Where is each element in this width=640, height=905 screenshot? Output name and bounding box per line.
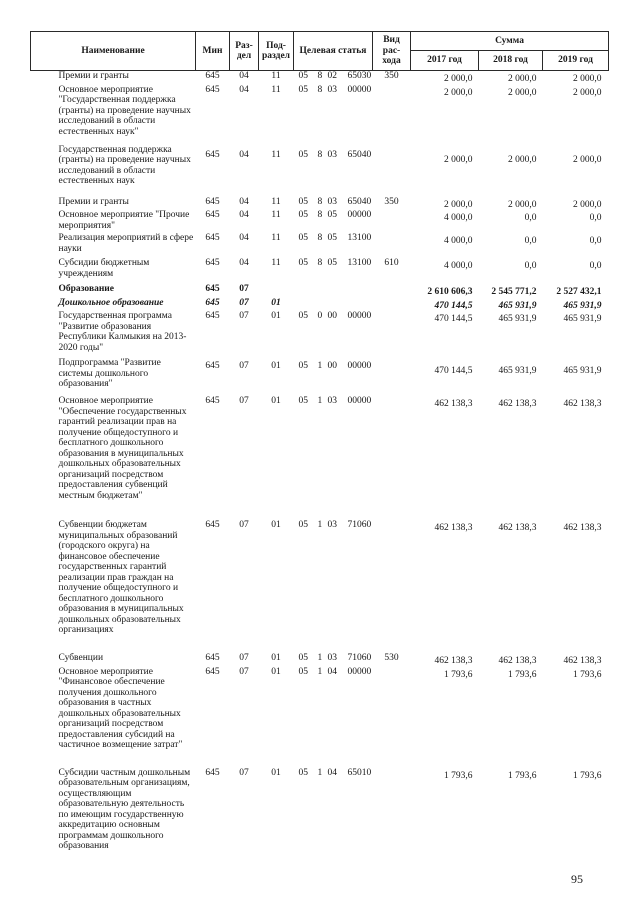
expense-type-code: 530 bbox=[384, 653, 399, 663]
amount-2019: 0,0 bbox=[589, 236, 602, 246]
table-row bbox=[31, 145, 609, 197]
header-section-line: Раз- bbox=[235, 40, 253, 51]
ministry-code: 645 bbox=[205, 284, 220, 294]
target-article-part: 05 bbox=[298, 396, 308, 406]
target-article-part: 05 bbox=[298, 196, 308, 207]
amount-2018: 465 931,9 bbox=[498, 314, 537, 324]
target-article-part: 03 bbox=[327, 149, 337, 160]
ministry-code: 645 bbox=[205, 149, 220, 160]
ministry-code: 645 bbox=[205, 396, 220, 406]
target-article-part: 00000 bbox=[347, 311, 372, 321]
row-name: Образование bbox=[58, 284, 114, 294]
target-article-part: 1 bbox=[317, 767, 323, 778]
target-article-part: 8 bbox=[317, 84, 323, 95]
table-row bbox=[31, 396, 609, 520]
amount-2017: 2 000,0 bbox=[444, 74, 473, 84]
amount-2017: 4 000,0 bbox=[444, 236, 473, 246]
table-row bbox=[31, 197, 609, 211]
target-article-code bbox=[294, 768, 373, 852]
section-code: 07 bbox=[239, 284, 249, 294]
ministry-code: 645 bbox=[205, 666, 220, 677]
row-name: Основное мероприятие "Обеспечение государственных гарантий реализации прав на получение общедоступного и бесплатного дошкольного образования в муниципальных дошкольных образовательных организаций посредством предоставления субвенций местным бюджетам" bbox=[58, 396, 187, 501]
target-article-parts bbox=[294, 210, 373, 221]
target-article-part: 8 bbox=[317, 71, 323, 81]
target-article-part: 05 bbox=[298, 149, 308, 160]
amount-2019: 2 527 432,1 bbox=[556, 287, 602, 297]
header-sum: Сумма bbox=[411, 32, 609, 51]
target-article-part: 1 bbox=[317, 520, 323, 530]
ministry-code: 645 bbox=[205, 196, 220, 207]
table-row bbox=[31, 311, 609, 358]
expense-type-code bbox=[373, 667, 411, 768]
target-article-part: 00000 bbox=[347, 361, 372, 371]
subsection-code: 11 bbox=[271, 233, 281, 243]
row-name: Государственная программа "Развитие образования Республики Калмыкия на 2013-2020 годы" bbox=[58, 311, 187, 353]
row-name: Основное мероприятие "Прочие мероприятия" bbox=[58, 210, 190, 231]
ministry-code: 645 bbox=[205, 311, 220, 321]
row-name: Государственная поддержка (гранты) на проведение научных исследований в области естественных наук bbox=[58, 144, 191, 186]
expense-type-code bbox=[373, 298, 411, 312]
target-article-part: 05 bbox=[298, 361, 308, 371]
amount-2018: 2 000,0 bbox=[508, 154, 537, 165]
subsection-code: 01 bbox=[271, 666, 281, 677]
target-article-part: 05 bbox=[298, 653, 308, 663]
header-year-2018: 2018 год bbox=[479, 51, 543, 71]
ministry-code: 645 bbox=[205, 258, 220, 268]
expense-type-code bbox=[373, 358, 411, 396]
row-name: Субвенции bbox=[58, 653, 104, 663]
target-article-parts bbox=[294, 197, 373, 208]
amount-2019: 465 931,9 bbox=[563, 300, 602, 311]
section-code: 07 bbox=[239, 361, 249, 371]
amount-2019: 2 000,0 bbox=[573, 199, 602, 210]
ministry-code: 645 bbox=[205, 653, 220, 663]
target-article-part: 00000 bbox=[347, 666, 372, 677]
target-article-parts bbox=[294, 653, 373, 664]
amount-2018: 462 138,3 bbox=[498, 399, 537, 409]
target-article-code bbox=[294, 298, 373, 312]
target-article-part: 8 bbox=[317, 196, 323, 207]
ministry-code: 645 bbox=[205, 361, 220, 371]
target-article-part: 00 bbox=[327, 361, 337, 371]
target-article-part: 05 bbox=[298, 666, 308, 677]
subsection-code: 01 bbox=[271, 396, 281, 406]
target-article-part: 1 bbox=[317, 396, 323, 406]
target-article-code bbox=[294, 520, 373, 653]
target-article-code bbox=[294, 85, 373, 145]
amount-2017: 2 000,0 bbox=[444, 87, 473, 98]
section-code: 04 bbox=[239, 258, 249, 268]
amount-2019: 462 138,3 bbox=[563, 523, 602, 533]
expense-type-code bbox=[373, 396, 411, 520]
target-article-part: 0 bbox=[317, 311, 323, 321]
subsection-code bbox=[259, 284, 294, 298]
section-code: 04 bbox=[239, 71, 249, 81]
subsection-code: 01 bbox=[271, 297, 281, 308]
amount-2017: 462 138,3 bbox=[434, 523, 473, 533]
target-article-part: 03 bbox=[327, 396, 337, 406]
table-row bbox=[31, 258, 609, 284]
amount-2018: 1 793,6 bbox=[508, 770, 537, 781]
amount-2019: 462 138,3 bbox=[563, 656, 602, 666]
target-article-part: 65040 bbox=[347, 149, 372, 160]
expense-type-code bbox=[373, 768, 411, 852]
ministry-code: 645 bbox=[205, 520, 220, 530]
section-code: 07 bbox=[239, 396, 249, 406]
amount-2019: 2 000,0 bbox=[573, 154, 602, 165]
target-article-code bbox=[294, 358, 373, 396]
target-article-part: 71060 bbox=[347, 653, 372, 663]
table-row bbox=[31, 667, 609, 768]
target-article-part: 65010 bbox=[347, 767, 372, 778]
target-article-code bbox=[294, 233, 373, 258]
target-article-part: 71060 bbox=[347, 520, 372, 530]
subsection-code: 11 bbox=[271, 71, 281, 81]
ministry-code: 645 bbox=[205, 84, 220, 95]
section-code: 04 bbox=[239, 196, 249, 207]
subsection-code: 11 bbox=[271, 210, 281, 220]
table-row bbox=[31, 653, 609, 667]
target-article-code bbox=[294, 396, 373, 520]
target-article-part: 03 bbox=[327, 653, 337, 663]
amount-2018: 465 931,9 bbox=[498, 366, 537, 376]
target-article-part: 05 bbox=[327, 258, 337, 268]
header-expense-type-line: хода bbox=[382, 56, 401, 67]
row-name: Основное мероприятие "Финансовое обеспечение получения дошкольного образования в частных дошкольных образовательных организаций посредством предоставления субсидий на частичное возмещение затрат" bbox=[58, 666, 183, 750]
target-article-code bbox=[294, 145, 373, 197]
subsection-code: 01 bbox=[271, 653, 281, 663]
header-expense-type bbox=[373, 32, 411, 71]
target-article-part: 00000 bbox=[347, 210, 372, 220]
target-article-part: 05 bbox=[327, 233, 337, 243]
amount-2017: 470 144,5 bbox=[434, 300, 473, 311]
amount-2019: 2 000,0 bbox=[573, 87, 602, 98]
target-article-code bbox=[294, 258, 373, 284]
header-ministry: Мин bbox=[196, 32, 230, 71]
subsection-code: 11 bbox=[271, 84, 281, 95]
header-target-article: Целевая статья bbox=[294, 32, 373, 71]
expense-type-code bbox=[373, 311, 411, 358]
amount-2019: 0,0 bbox=[589, 213, 602, 223]
document-page bbox=[30, 31, 608, 852]
expense-type-code bbox=[373, 284, 411, 298]
section-code: 07 bbox=[239, 520, 249, 530]
table-row bbox=[31, 233, 609, 258]
ministry-code: 645 bbox=[205, 233, 220, 243]
row-name: Субсидии бюджетным учреждениям bbox=[58, 258, 150, 279]
section-code: 07 bbox=[239, 311, 249, 321]
target-article-part: 05 bbox=[298, 84, 308, 95]
header-name: Наименование bbox=[31, 32, 196, 71]
target-article-part: 03 bbox=[327, 196, 337, 207]
target-article-part: 05 bbox=[298, 210, 308, 220]
amount-2018: 465 931,9 bbox=[498, 300, 537, 311]
expense-type-code bbox=[373, 233, 411, 258]
amount-2019: 1 793,6 bbox=[573, 770, 602, 781]
header-subsection bbox=[259, 32, 294, 71]
row-name: Премии и гранты bbox=[58, 71, 129, 81]
header-subsection-line: Под- bbox=[266, 40, 286, 51]
amount-2019: 465 931,9 bbox=[563, 314, 602, 324]
row-name: Дошкольное образование bbox=[58, 297, 164, 308]
target-article-parts bbox=[294, 520, 373, 531]
section-code: 07 bbox=[239, 297, 249, 308]
row-name: Субсидии частным дошкольным образовательным организациям, осуществляющим образовательную деятельность по имеющим государственную аккредитацию основным программам дошкольного образования bbox=[58, 767, 191, 851]
amount-2017: 1 793,6 bbox=[444, 669, 473, 680]
row-name: Основное мероприятие "Государственная поддержка (гранты) на проведение научных исследований в области естественных наук" bbox=[58, 84, 191, 137]
target-article-parts bbox=[294, 85, 373, 96]
expense-type-code: 610 bbox=[384, 258, 399, 268]
table-row bbox=[31, 71, 609, 85]
target-article-part: 02 bbox=[327, 71, 337, 81]
target-article-part: 05 bbox=[298, 71, 308, 81]
amount-2018: 2 000,0 bbox=[508, 74, 537, 84]
table-body bbox=[31, 71, 609, 852]
expense-type-code: 350 bbox=[384, 71, 399, 81]
amount-2017: 462 138,3 bbox=[434, 399, 473, 409]
target-article-part: 13100 bbox=[347, 258, 372, 268]
amount-2018: 462 138,3 bbox=[498, 523, 537, 533]
amount-2017: 462 138,3 bbox=[434, 656, 473, 666]
target-article-part: 05 bbox=[298, 311, 308, 321]
target-article-parts bbox=[294, 71, 373, 82]
table-row bbox=[31, 358, 609, 396]
amount-2018: 0,0 bbox=[524, 213, 537, 223]
target-article-part: 04 bbox=[327, 666, 337, 677]
target-article-code bbox=[294, 311, 373, 358]
target-article-part: 8 bbox=[317, 149, 323, 160]
amount-2017: 4 000,0 bbox=[444, 261, 473, 271]
expense-type-code bbox=[373, 210, 411, 233]
amount-2019: 462 138,3 bbox=[563, 399, 602, 409]
amount-2017: 1 793,6 bbox=[444, 770, 473, 781]
target-article-part: 05 bbox=[327, 210, 337, 220]
subsection-code: 01 bbox=[271, 361, 281, 371]
table-row bbox=[31, 768, 609, 852]
row-name: Подпрограмма "Развитие системы дошкольного образования" bbox=[58, 358, 161, 389]
header-year-2017: 2017 год bbox=[411, 51, 479, 71]
target-article-code bbox=[294, 210, 373, 233]
subsection-code: 11 bbox=[271, 196, 281, 207]
expense-type-code bbox=[373, 520, 411, 653]
header-section bbox=[230, 32, 259, 71]
target-article-part: 8 bbox=[317, 210, 323, 220]
target-article-part: 05 bbox=[298, 767, 308, 778]
ministry-code: 645 bbox=[205, 71, 220, 81]
section-code: 04 bbox=[239, 210, 249, 220]
target-article-part: 1 bbox=[317, 666, 323, 677]
target-article-part: 8 bbox=[317, 258, 323, 268]
ministry-code: 645 bbox=[205, 767, 220, 778]
amount-2018: 2 000,0 bbox=[508, 199, 537, 210]
target-article-part: 05 bbox=[298, 520, 308, 530]
amount-2017: 2 000,0 bbox=[444, 154, 473, 165]
header-section-line: дел bbox=[236, 51, 252, 61]
subsection-code: 01 bbox=[271, 767, 281, 778]
amount-2017: 4 000,0 bbox=[444, 213, 473, 223]
amount-2017: 470 144,5 bbox=[434, 366, 473, 376]
target-article-parts bbox=[294, 311, 373, 322]
ministry-code: 645 bbox=[205, 210, 220, 220]
table-row bbox=[31, 210, 609, 233]
amount-2019: 1 793,6 bbox=[573, 669, 602, 680]
amount-2017: 2 000,0 bbox=[444, 199, 473, 210]
amount-2018: 0,0 bbox=[524, 261, 537, 271]
target-article-code bbox=[294, 71, 373, 85]
section-code: 07 bbox=[239, 653, 249, 663]
subsection-code: 01 bbox=[271, 311, 281, 321]
target-article-code bbox=[294, 284, 373, 298]
section-code: 07 bbox=[239, 767, 249, 778]
target-article-parts bbox=[294, 233, 373, 244]
row-name: Субвенции бюджетам муниципальных образований (городского округа) на финансовое обеспечение государственных гарантий реализации прав граждан на получение общедоступного и бесплатного дошкольного образования в муниципальных дошкольных образовательных организациях bbox=[58, 520, 184, 635]
amount-2018: 2 545 771,2 bbox=[491, 287, 537, 297]
subsection-code: 11 bbox=[271, 258, 281, 268]
table-row bbox=[31, 520, 609, 653]
target-article-part: 03 bbox=[327, 520, 337, 530]
target-article-part: 00000 bbox=[347, 84, 372, 95]
header-expense-type-line: Вид bbox=[383, 35, 400, 46]
page-number: 95 bbox=[571, 872, 583, 886]
header-subsection-line: раздел bbox=[261, 51, 291, 61]
target-article-parts bbox=[294, 150, 373, 161]
expense-type-code bbox=[373, 85, 411, 145]
header-expense-type-line: рас- bbox=[382, 45, 401, 56]
target-article-code bbox=[294, 653, 373, 667]
target-article-parts bbox=[294, 258, 373, 269]
amount-2019: 0,0 bbox=[589, 261, 602, 271]
target-article-part: 04 bbox=[327, 767, 337, 778]
amount-2018: 462 138,3 bbox=[498, 656, 537, 666]
target-article-part: 05 bbox=[298, 233, 308, 243]
amount-2018: 2 000,0 bbox=[508, 87, 537, 98]
target-article-part: 00 bbox=[327, 311, 337, 321]
budget-table bbox=[30, 31, 609, 852]
table-row bbox=[31, 298, 609, 312]
target-article-part: 00000 bbox=[347, 396, 372, 406]
amount-2017: 2 610 606,3 bbox=[427, 287, 473, 297]
amount-2018: 0,0 bbox=[524, 236, 537, 246]
target-article-code bbox=[294, 667, 373, 768]
target-article-part: 05 bbox=[298, 258, 308, 268]
target-article-part: 8 bbox=[317, 233, 323, 243]
target-article-part: 1 bbox=[317, 653, 323, 663]
target-article-parts bbox=[294, 361, 373, 372]
section-code: 07 bbox=[239, 666, 249, 677]
section-code: 04 bbox=[239, 84, 249, 95]
ministry-code: 645 bbox=[205, 297, 220, 308]
amount-2017: 470 144,5 bbox=[434, 314, 473, 324]
target-article-code bbox=[294, 197, 373, 211]
target-article-part: 13100 bbox=[347, 233, 372, 243]
target-article-parts bbox=[294, 768, 373, 779]
table-header bbox=[31, 32, 609, 71]
row-name: Премии и гранты bbox=[58, 196, 129, 207]
target-article-parts bbox=[294, 667, 373, 678]
table-row bbox=[31, 284, 609, 298]
amount-2019: 465 931,9 bbox=[563, 366, 602, 376]
section-code: 04 bbox=[239, 233, 249, 243]
table-row bbox=[31, 85, 609, 145]
expense-type-code: 350 bbox=[384, 196, 399, 207]
header-year-2019: 2019 год bbox=[543, 51, 609, 71]
subsection-code: 01 bbox=[271, 520, 281, 530]
expense-type-code bbox=[373, 145, 411, 197]
amount-2018: 1 793,6 bbox=[508, 669, 537, 680]
section-code: 04 bbox=[239, 149, 249, 160]
target-article-parts bbox=[294, 396, 373, 407]
amount-2019: 2 000,0 bbox=[573, 74, 602, 84]
target-article-part: 65030 bbox=[347, 71, 372, 81]
row-name: Реализация мероприятий в сфере науки bbox=[58, 233, 194, 254]
target-article-part: 1 bbox=[317, 361, 323, 371]
target-article-part: 03 bbox=[327, 84, 337, 95]
target-article-part: 65040 bbox=[347, 196, 372, 207]
subsection-code: 11 bbox=[271, 149, 281, 160]
